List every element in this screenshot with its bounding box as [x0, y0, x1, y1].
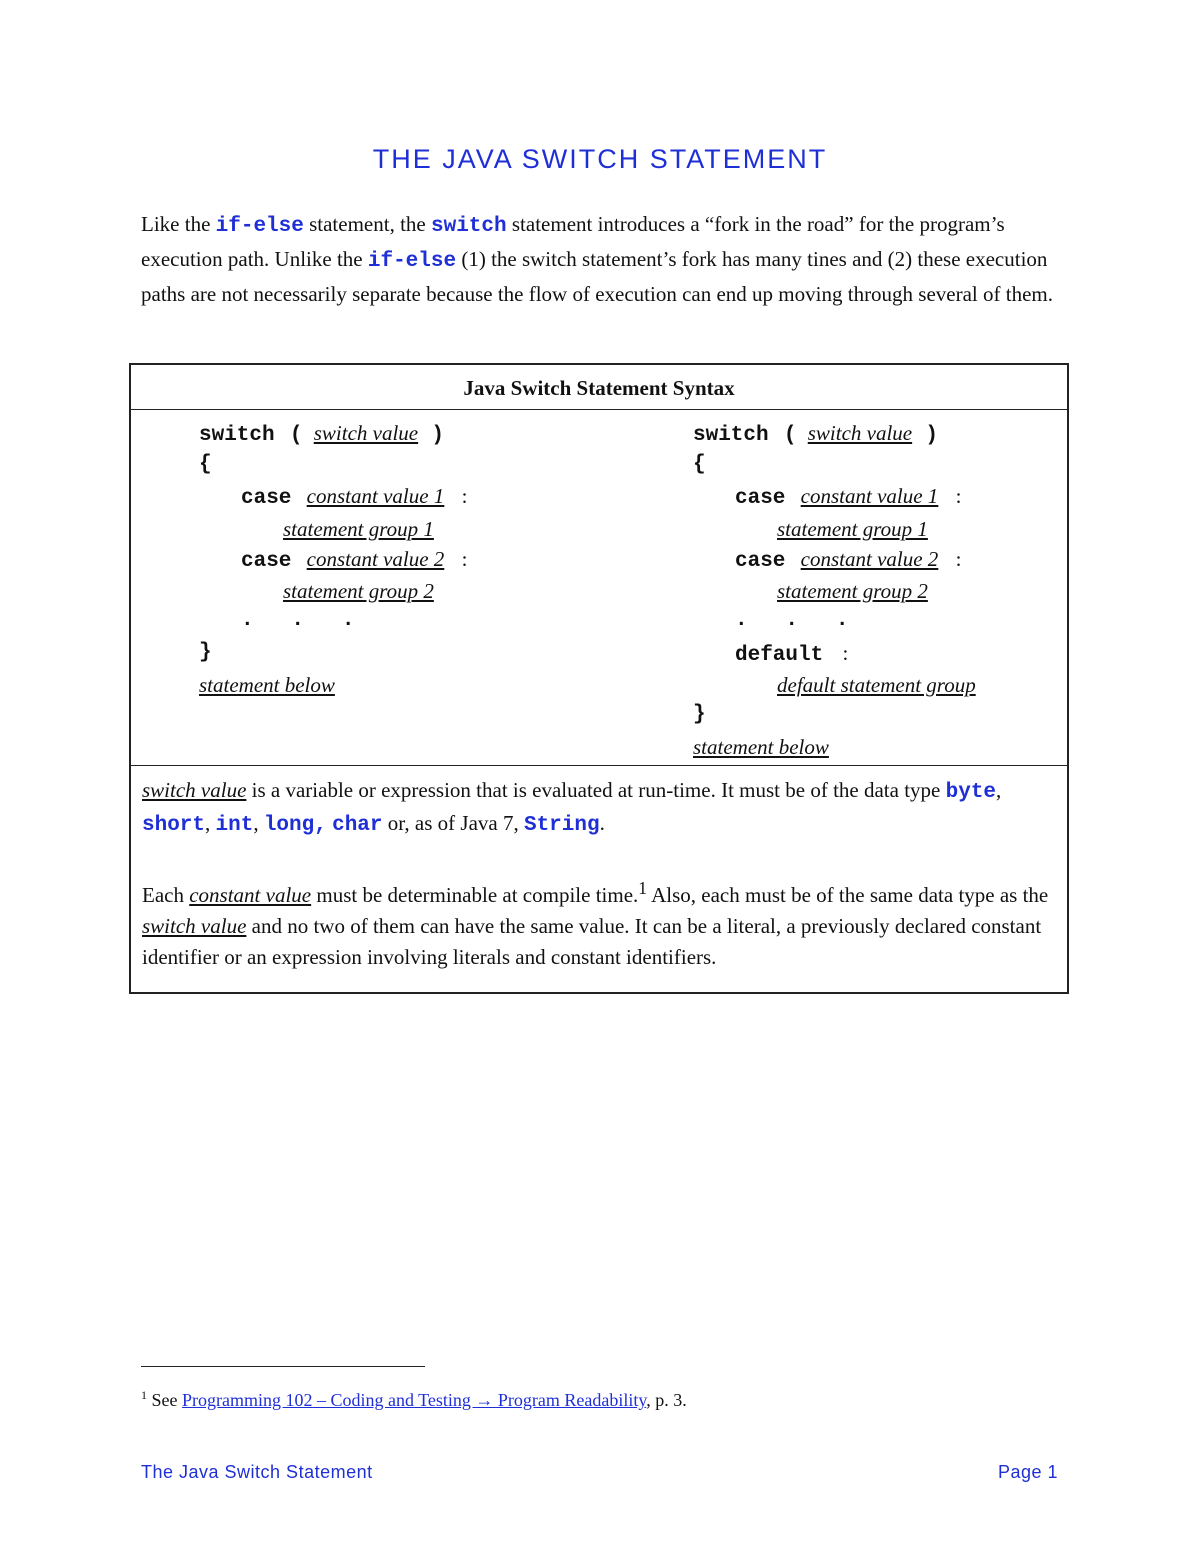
switch-value-description: switch value is a variable or expression that is evaluated at run-time. It must be of the data type byte, short, int, long, char or, as of Java 7, String. — [142, 778, 1002, 837]
description-text: and no two of them can have the same value. It can be a literal, a previously declared constant identifier or an expression involving literals and constant identifiers. — [142, 914, 1042, 969]
footnote-link[interactable]: Programming 102 – Coding and Testing → Program Readability — [182, 1390, 647, 1410]
constant-value-1: constant value 1 — [306, 484, 445, 508]
page-title: THE JAVA SWITCH STATEMENT — [372, 144, 828, 174]
intro-text: statement introduces a “fork in the road” for the program’s execution path. Unlike the — [141, 212, 1005, 271]
statement-below: statement below — [693, 735, 829, 759]
statement-group-2: statement group 2 — [283, 579, 434, 603]
case-line-1 — [241, 484, 467, 510]
syntax-box-heading: Java Switch Statement Syntax — [131, 365, 1067, 410]
intro-text: (1) the switch statement’s fork has many tines and (2) these execution paths are not necessarily separate because the flow of execution can end up moving through several of them. — [141, 247, 1054, 306]
switch-value-placeholder: switch value — [807, 421, 913, 445]
footnote — [141, 1388, 687, 1411]
switch-value-term: switch value — [142, 914, 247, 938]
switch-value-term: switch value — [142, 778, 247, 802]
type-string: String — [523, 814, 600, 837]
open-brace: { — [199, 453, 212, 476]
default-line — [735, 641, 848, 667]
footnote-text: See — [147, 1390, 182, 1410]
statement-group-2: statement group 2 — [777, 579, 928, 603]
footnote-divider — [141, 1366, 425, 1367]
keyword-switch: switch — [693, 424, 769, 447]
keyword-if-else: if-else — [215, 215, 304, 238]
keyword-switch: switch — [431, 215, 507, 238]
open-paren: ( — [289, 424, 303, 447]
type-short: short — [142, 814, 206, 837]
case-line-2 — [735, 547, 961, 573]
footer-title: The Java Switch Statement — [141, 1462, 373, 1482]
type-byte: byte — [945, 781, 997, 804]
switch-line — [199, 421, 444, 447]
type-long: long, — [263, 814, 327, 837]
keyword-case: case — [241, 550, 292, 573]
intro-text: Like the — [141, 212, 216, 236]
constant-value-2: constant value 2 — [800, 547, 939, 571]
syntax-description — [142, 775, 1052, 1005]
keyword-case: case — [735, 487, 786, 510]
default-statement-group: default statement group — [777, 673, 976, 697]
case-line-2 — [241, 547, 467, 573]
footnote-text: , p. 3. — [646, 1390, 687, 1410]
colon: : — [955, 547, 962, 571]
keyword-case: case — [241, 487, 292, 510]
syntax-box — [129, 363, 1069, 994]
keyword-default: default — [735, 644, 824, 667]
statement-group-1: statement group 1 — [777, 517, 928, 541]
close-brace: } — [693, 703, 706, 726]
colon: : — [955, 484, 962, 508]
description-text: must be determinable at compile time. — [311, 883, 639, 907]
colon: : — [461, 547, 468, 571]
description-text: is a variable or expression that is evaluated at run-time. It must be of the data type — [246, 778, 946, 802]
switch-line — [693, 421, 938, 447]
statement-group-1: statement group 1 — [283, 517, 434, 541]
colon: : — [461, 484, 468, 508]
constant-value-1: constant value 1 — [800, 484, 939, 508]
ellipsis: . . . — [735, 609, 849, 632]
description-text: or, as of Java 7, — [382, 811, 524, 835]
intro-paragraph — [141, 208, 1061, 310]
constant-value-description — [142, 873, 1052, 973]
constant-value-2: constant value 2 — [306, 547, 445, 571]
footnote-number: 1 — [141, 1388, 147, 1402]
constant-value-term: constant value — [189, 883, 312, 907]
footer-page-number: Page 1 — [997, 1462, 1058, 1482]
close-paren: ) — [431, 424, 444, 447]
description-text: Each — [142, 883, 190, 907]
open-paren: ( — [783, 424, 797, 447]
syntax-code-area — [131, 409, 1067, 766]
switch-value-placeholder: switch value — [313, 421, 419, 445]
case-line-1 — [735, 484, 961, 510]
keyword-case: case — [735, 550, 786, 573]
description-text: . — [599, 811, 605, 835]
open-brace: { — [693, 453, 706, 476]
ellipsis: . . . — [241, 609, 355, 632]
footnote-marker[interactable]: 1 — [638, 878, 648, 898]
keyword-switch: switch — [199, 424, 275, 447]
colon: : — [842, 641, 849, 665]
statement-below: statement below — [199, 673, 335, 697]
close-brace: } — [199, 641, 212, 664]
keyword-if-else: if-else — [367, 250, 457, 273]
description-text: Also, each must be of the same data type as the — [647, 883, 1049, 907]
intro-text: statement, the — [303, 212, 431, 236]
type-int: int — [215, 814, 254, 837]
close-paren: ) — [925, 424, 938, 447]
type-char: char — [332, 814, 383, 837]
